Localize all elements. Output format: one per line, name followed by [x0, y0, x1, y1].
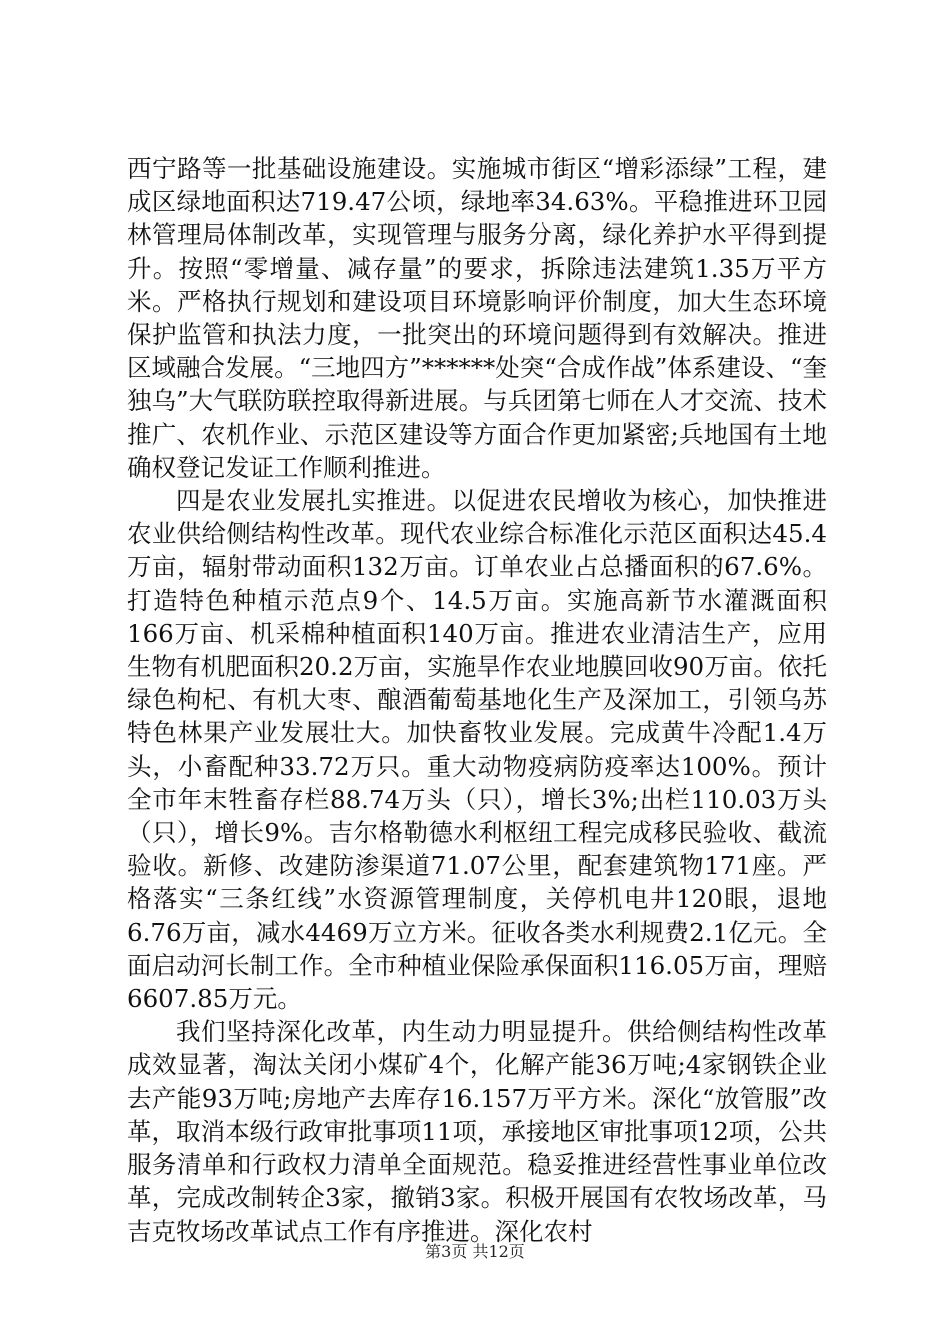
paragraph-reform: 我们坚持深化改革，内生动力明显提升。供给侧结构性改革成效显著，淘汰关闭小煤矿4个，化解产能36万吨;4家钢铁企业去产能93万吨;房地产去库存16.157万平方米。深化“放管服”改革，取消本级行政审批事项11项，承接地区审批事项12项，公共服务清单和行政权力清单全面规范。稳妥推进经营性事业单位改革，完成改制转企3家，撤销3家。积极开展国有农牧场改革，马吉克牧场改革试点工作有序推进。深化农村: [127, 1017, 827, 1246]
page-number-footer: 第3页 共12页: [425, 1242, 525, 1261]
paragraph-infrastructure: 西宁路等一批基础设施建设。实施城市街区“增彩添绿”工程，建成区绿地面积达719.47公顷，绿地率34.63%。平稳推进环卫园林管理局体制改革，实现管理与服务分离，绿化养护水平得到提升。按照“零增量、减存量”的要求，拆除违法建筑1.35万平方米。严格执行规划和建设项目环境影响评价制度，加大生态环境保护监管和执法力度，一批突出的环境问题得到有效解决。推进区域融合发展。“三地四方”******处突“合成作战”体系建设、“奎独乌”大气联防联控取得新进展。与兵团第七师在人才交流、技术推广、农机作业、示范区建设等方面合作更加紧密;兵地国有土地确权登记发证工作顺利推进。: [127, 154, 827, 482]
document-body: [127, 152, 827, 1248]
paragraph-agriculture: 四是农业发展扎实推进。以促进农民增收为核心，加快推进农业供给侧结构性改革。现代农业综合标准化示范区面积达45.4万亩，辐射带动面积132万亩。订单农业占总播面积的67.6%。打造特色种植示范点9个、14.5万亩。实施高新节水灌溉面积166万亩、机采棉种植面积140万亩。推进农业清洁生产，应用生物有机肥面积20.2万亩，实施旱作农业地膜回收90万亩。依托绿色枸杞、有机大枣、酿酒葡萄基地化生产及深加工，引领乌苏特色林果产业发展壮大。加快畜牧业发展。完成黄牛冷配1.4万头，小畜配种33.72万只。重大动物疫病防疫率达100%。预计全市年末牲畜存栏88.74万头（只），增长3%;出栏110.03万头（只），增长9%。吉尔格勒德水利枢纽工程完成移民验收、截流验收。新修、改建防渗渠道71.07公里，配套建筑物171座。严格落实“三条红线”水资源管理制度，关停机电井120眼，退地6.76万亩，减水4469万立方米。征收各类水利规费2.1亿元。全面启动河长制工作。全市种植业保险承保面积116.05万亩，理赔6607.85万元。: [127, 486, 827, 1014]
